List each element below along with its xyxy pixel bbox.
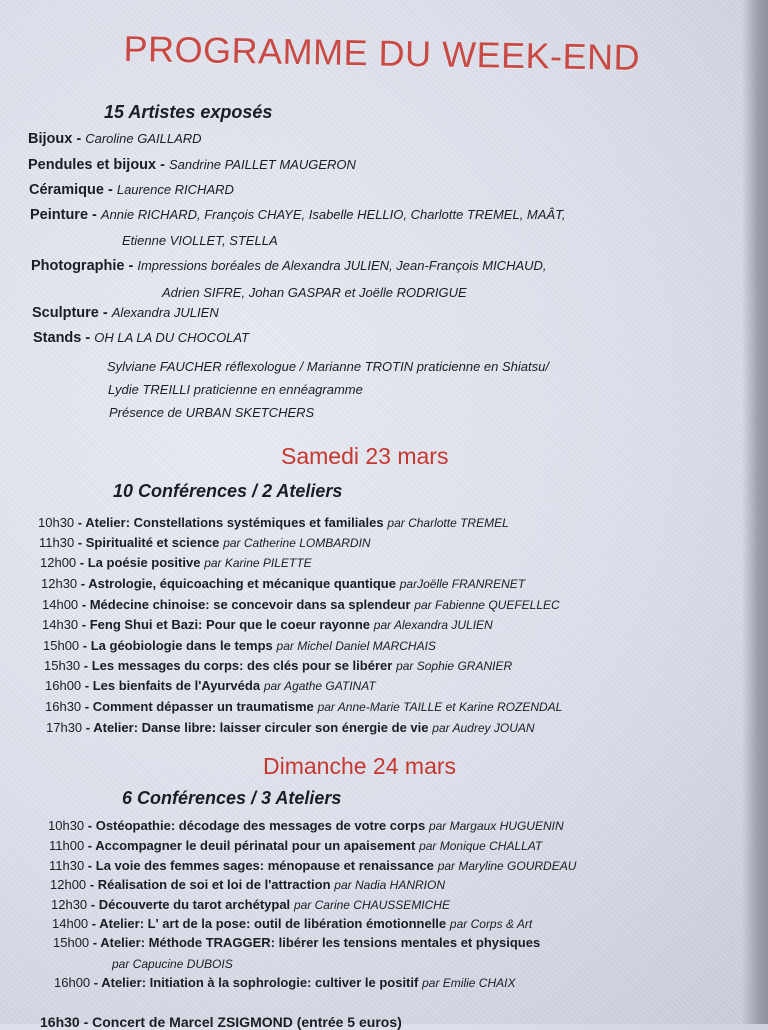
schedule-row (43, 637, 436, 655)
event-title: Astrologie, équicoaching et mécanique quantique (88, 576, 396, 591)
event-time: 15h30 (44, 658, 81, 673)
event-title: Atelier: Danse libre: laisser circuler son énergie de vie (93, 720, 429, 735)
event-time: 14h30 (42, 617, 79, 632)
event-speaker: par Nadia HANRION (334, 878, 445, 892)
schedule-row (42, 616, 493, 634)
event-speaker: par Monique CHALLAT (419, 839, 543, 853)
artist-category: Stands (33, 330, 82, 346)
artist-names: OH LA LA DU CHOCOLAT (94, 330, 250, 345)
event-title: La poésie positive (87, 555, 201, 570)
event-speaker: par Margaux HUGUENIN (428, 819, 564, 833)
artist-category: Sculpture (32, 305, 99, 321)
event-title: Feng Shui et Bazi: Pour que le coeur rayonne (89, 617, 370, 632)
event-title: Atelier: L' art de la pose: outil de libération émotionnelle (99, 916, 447, 931)
separator: - (80, 658, 92, 673)
separator: - (77, 576, 89, 591)
event-title: Atelier: Initiation à la sophrologie: cultiver le positif (101, 975, 419, 990)
artist-category: Céramique (29, 182, 104, 198)
schedule-row-continued (112, 955, 233, 973)
event-time: 11h30 (49, 858, 85, 873)
event-speaker: par Emilie CHAIX (422, 976, 516, 990)
photo-edge-shadow (742, 0, 768, 1024)
artist-names: Annie RICHARD, François CHAYE, Isabelle HELLIO, Charlotte TREMEL, MAÂT, (100, 207, 566, 222)
event-title: Spiritualité et science (85, 535, 220, 550)
artist-names: Alexandra JULIEN (111, 305, 219, 320)
event-title: Médecine chinoise: se concevoir dans sa splendeur (89, 597, 411, 612)
event-time: 11h00 (49, 838, 85, 853)
sunday-subtitle: 6 Conférences / 3 Ateliers (122, 788, 342, 808)
artist-names: Sandrine PAILLET MAUGERON (169, 157, 356, 172)
schedule-row (42, 596, 560, 614)
separator: - (78, 617, 90, 632)
separator: - (79, 638, 91, 653)
stands-extra-1: Sylviane FAUCHER réflexologue / Marianne TROTIN praticienne en Shiatsu/ (107, 359, 549, 374)
event-time: 12h30 (41, 576, 78, 591)
event-title: La voie des femmes sages: ménopause et renaissance (95, 858, 434, 873)
event-speaker: par Anne-Marie TAILLE et Karine ROZENDAL (317, 700, 563, 714)
event-time: 17h30 (46, 720, 83, 735)
event-speaker: par Karine PILETTE (204, 556, 312, 570)
artist-category: Peinture (30, 207, 89, 223)
separator: - (81, 678, 93, 693)
event-speaker: par Michel Daniel MARCHAIS (276, 639, 436, 653)
artist-names: Etienne VIOLLET, STELLA (122, 233, 278, 248)
artist-row-peinture-cont (122, 232, 278, 250)
event-time: 16h00 (45, 678, 82, 693)
separator: - (84, 818, 96, 833)
event-title: Comment dépasser un traumatisme (92, 699, 314, 714)
event-time: 12h00 (50, 877, 87, 892)
separator: - (89, 935, 101, 950)
schedule-row (38, 514, 509, 532)
event-time: 16h00 (54, 975, 91, 990)
stands-extra-3: Présence de URBAN SKETCHERS (109, 405, 315, 420)
schedule-row (41, 575, 525, 593)
event-time: 10h30 (48, 818, 85, 833)
event-speaker: par Audrey JOUAN (432, 721, 535, 735)
event-time: 15h00 (53, 935, 90, 950)
event-title: Ostéopathie: décodage des messages de votre corps (95, 818, 426, 833)
separator: - (90, 975, 102, 990)
separator: - (84, 838, 96, 853)
artist-row-photographie: Photographie - Impressions boréales de Alexandra JULIEN, Jean-François MICHAUD, (31, 258, 547, 274)
event-speaker: par Maryline GOURDEAU (437, 859, 577, 873)
artist-row-sculpture: Sculpture - Alexandra JULIEN (32, 305, 219, 321)
event-time: 14h00 (52, 916, 89, 931)
event-speaker: par Catherine LOMBARDIN (223, 536, 371, 550)
schedule-row (48, 817, 564, 835)
event-title: Découverte du tarot archétypal (98, 897, 291, 912)
artist-row-ceramique: Céramique - Laurence RICHARD (29, 182, 234, 198)
event-title: Accompagner le deuil périnatal pour un apaisement (95, 838, 416, 853)
separator: - (81, 699, 93, 714)
schedule-row (39, 534, 371, 552)
artist-row-pendules: Pendules et bijoux - Sandrine PAILLET MAUGERON (28, 157, 356, 173)
artist-category: Pendules et bijoux (28, 157, 157, 173)
event-speaker: par Corps & Art (449, 917, 533, 931)
separator: - (84, 858, 96, 873)
separator: - (74, 515, 86, 530)
event-title: Atelier: Méthode TRAGGER: libérer les tensions mentales et physiques (100, 935, 541, 950)
event-speaker: par Carine CHAUSSEMICHE (293, 898, 450, 912)
event-speaker: par Alexandra JULIEN (373, 618, 493, 632)
event-time: 15h00 (43, 638, 80, 653)
artist-names: Impressions boréales de Alexandra JULIEN, Jean-François MICHAUD, (137, 258, 547, 273)
event-title: Les bienfaits de l'Ayurvéda (92, 678, 261, 693)
event-time: 16h30 (45, 699, 82, 714)
event-title: Réalisation de soi et loi de l'attraction (97, 877, 331, 892)
artist-category: Photographie (31, 258, 125, 274)
event-speaker: par Capucine DUBOIS (112, 957, 233, 971)
separator: - (82, 720, 94, 735)
separator: - (86, 877, 98, 892)
schedule-row (46, 719, 535, 737)
event-title: Atelier: Constellations systémiques et familiales (85, 515, 384, 530)
sunday-title: Dimanche 24 mars (263, 753, 457, 779)
schedule-row (53, 934, 540, 952)
schedule-row (49, 837, 542, 855)
saturday-title: Samedi 23 mars (281, 443, 449, 469)
separator: - (76, 555, 88, 570)
schedule-row (45, 677, 376, 695)
artist-row-stands: Stands - OH LA LA DU CHOCOLAT (33, 330, 250, 346)
event-speaker: par Agathe GATINAT (263, 679, 376, 693)
event-time: 11h30 (39, 535, 75, 550)
event-time: 12h00 (40, 555, 77, 570)
artist-row-photographie-cont (162, 284, 467, 302)
event-title: Les messages du corps: des clés pour se libérer (91, 658, 393, 673)
event-time: 14h00 (42, 597, 79, 612)
schedule-row (40, 554, 312, 572)
artist-names: Caroline GAILLARD (85, 131, 202, 146)
event-speaker: par Charlotte TREMEL (387, 516, 509, 530)
stands-extra-2: Lydie TREILLI praticienne en ennéagramme (108, 382, 363, 397)
schedule-row (52, 915, 532, 933)
artist-names: Adrien SIFRE, Johan GASPAR et Joëlle RODRIGUE (162, 285, 467, 300)
schedule-row (54, 974, 515, 992)
saturday-subtitle: 10 Conférences / 2 Ateliers (113, 481, 343, 501)
separator: - (88, 916, 100, 931)
event-speaker: par Sophie GRANIER (396, 659, 513, 673)
event-title: La géobiologie dans le temps (90, 638, 273, 653)
artist-row-bijoux: Bijoux - Caroline GAILLARD (28, 131, 202, 147)
schedule-row (45, 698, 562, 716)
separator: - (87, 897, 99, 912)
event-time: 12h30 (51, 897, 88, 912)
page-title: PROGRAMME DU WEEK-END (123, 28, 641, 79)
artists-heading: 15 Artistes exposés (104, 102, 273, 122)
event-time: 10h30 (38, 515, 75, 530)
event-speaker: parJoëlle FRANRENET (399, 577, 526, 591)
artist-category: Bijoux (28, 131, 73, 147)
event-speaker: par Fabienne QUEFELLEC (414, 598, 560, 612)
separator: - (74, 535, 86, 550)
schedule-row (44, 657, 512, 675)
cutoff-line: 16h30 - Concert de Marcel ZSIGMOND (entrée 5 euros) (40, 1014, 402, 1030)
schedule-row (51, 896, 450, 914)
schedule-row (49, 857, 576, 875)
artist-names: Laurence RICHARD (116, 182, 234, 197)
separator: - (78, 597, 90, 612)
artist-row-peinture: Peinture - Annie RICHARD, François CHAYE, Isabelle HELLIO, Charlotte TREMEL, MAÂT, (30, 207, 566, 223)
schedule-row (50, 876, 445, 894)
